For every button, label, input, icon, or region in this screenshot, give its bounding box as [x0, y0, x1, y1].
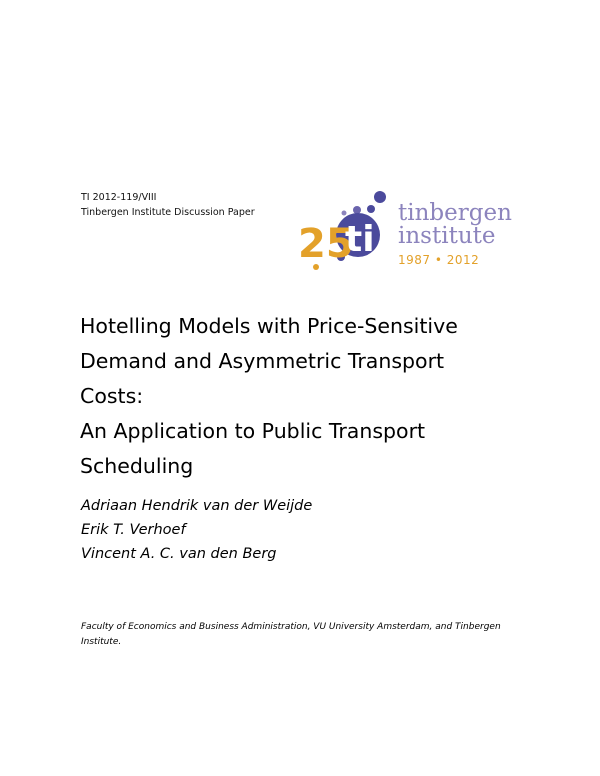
series-number: TI 2012-119/VIII — [81, 192, 157, 203]
logo-monogram: ti — [345, 219, 375, 260]
author-name: Adriaan Hendrik van der Weijde — [81, 498, 313, 514]
logo-dot-large — [374, 191, 386, 203]
series-name: Tinbergen Institute Discussion Paper — [81, 207, 255, 218]
author-list — [81, 494, 312, 566]
paper-title — [80, 309, 540, 484]
title-line: Costs: — [80, 384, 144, 408]
logo-emblem-icon — [296, 185, 396, 280]
logo-dot-small — [367, 205, 375, 213]
title-line: Scheduling — [80, 454, 194, 478]
series-info — [81, 190, 255, 220]
title-line: Demand and Asymmetric Transport — [80, 349, 445, 373]
logo-dot-tiny — [342, 211, 347, 216]
logo-anniversary: 25 — [298, 221, 354, 267]
logo-text-tinbergen: tinbergen — [398, 200, 512, 226]
title-line: An Application to Public Transport — [80, 419, 426, 443]
logo-text-institute: institute — [398, 223, 496, 249]
title-line: Hotelling Models with Price-Sensitive — [80, 314, 458, 338]
logo-dot-mid — [353, 206, 361, 214]
author-name: Erik T. Verhoef — [81, 522, 186, 538]
logo-years: 1987 • 2012 — [398, 253, 480, 267]
tinbergen-logo — [296, 185, 526, 280]
author-name: Vincent A. C. van den Berg — [81, 546, 277, 562]
affiliation: Faculty of Economics and Business Administration, VU University Amsterdam, and Tinbergen Institute. — [81, 622, 501, 647]
